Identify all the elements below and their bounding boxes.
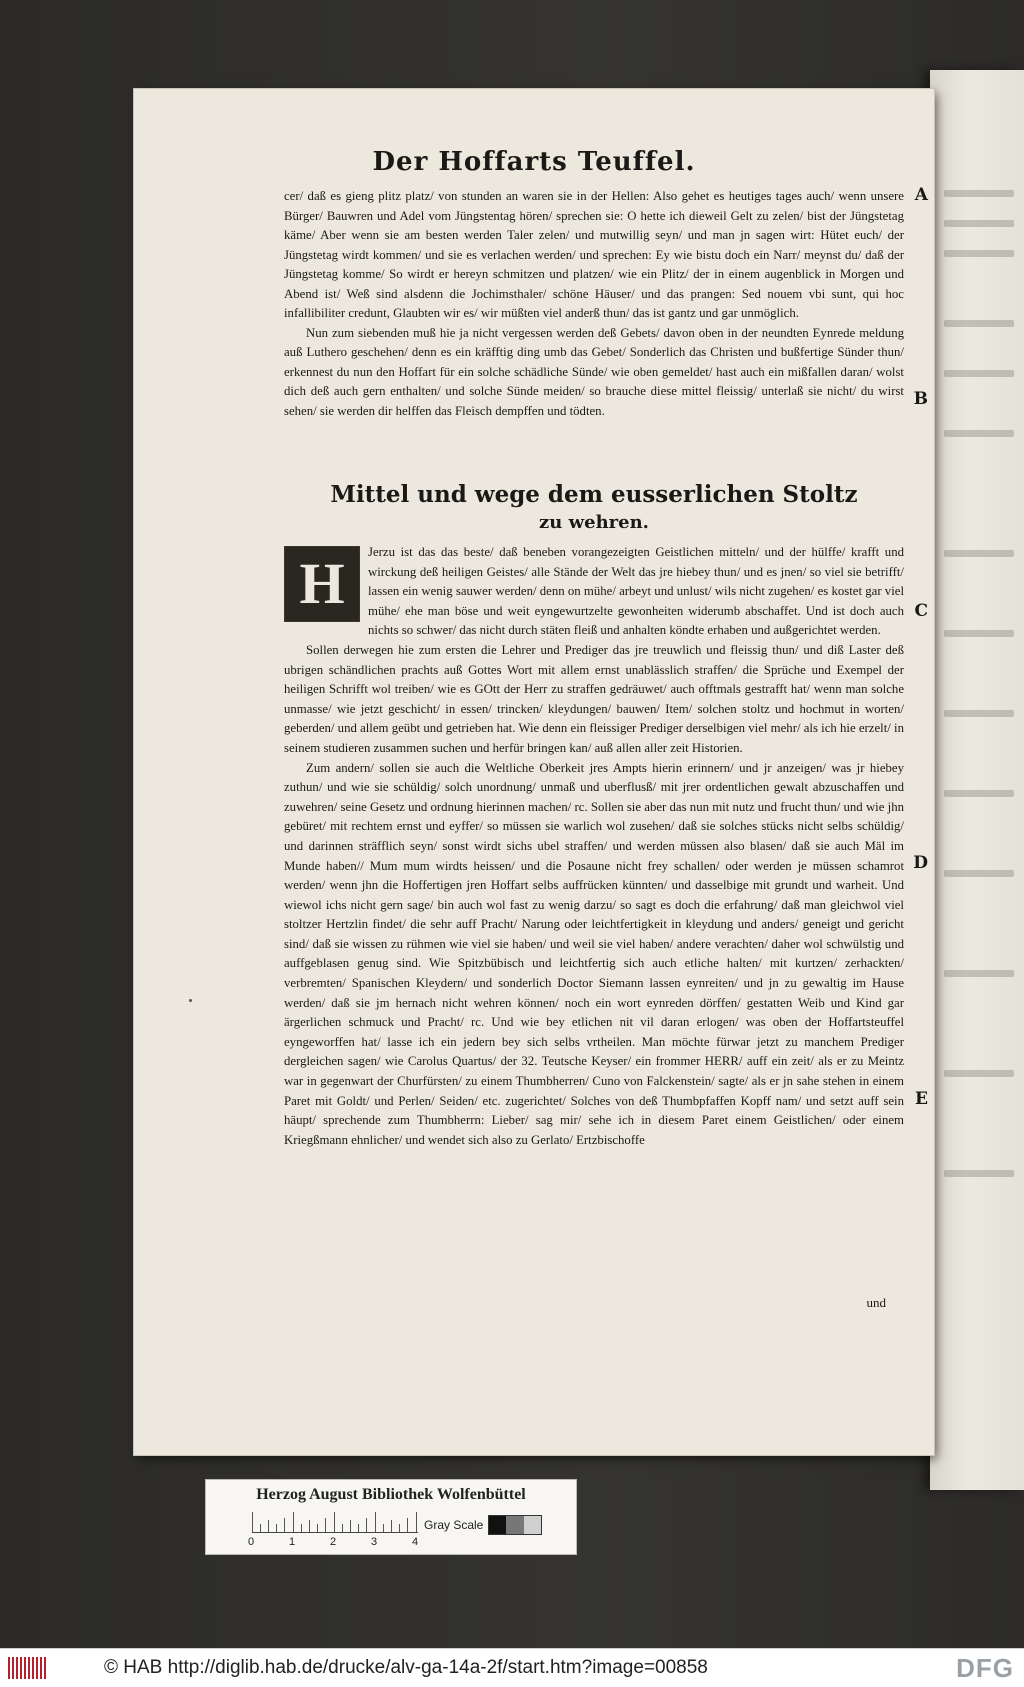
- section-heading: [284, 481, 904, 537]
- scale-number: 2: [330, 1536, 337, 1548]
- scale-number: 1: [289, 1536, 296, 1548]
- gray-scale-label: Gray Scale: [424, 1518, 484, 1532]
- text-block-top: [284, 187, 904, 421]
- swatch-dark: [489, 1516, 506, 1534]
- text-block-main: [284, 543, 904, 1150]
- scale-number: 4: [412, 1536, 419, 1548]
- book-page: [134, 89, 934, 1455]
- section-heading-line-2: zu wehren.: [539, 512, 649, 533]
- running-head: Der Hoffarts Teuffel.: [372, 147, 696, 177]
- decorated-initial: H: [284, 546, 360, 622]
- facing-page-edge: [930, 70, 1024, 1490]
- paragraph: [284, 543, 904, 641]
- section-heading-line-1: Mittel und wege dem eusserlichen Stoltz: [330, 481, 858, 508]
- barcode-icon: [8, 1657, 46, 1679]
- margin-marker-b: B: [913, 389, 928, 409]
- footer-bar: [0, 1648, 1024, 1687]
- paragraph: Nun zum siebenden muß hie ja nicht vergessen werden deß Gebets/ davon oben in der neundten Eynrede meldung auß Luthero geschehen/ denn es ein kräfftig ding umb das Gebet/ Sonderlich das Christen und bußfertige Sünder thun/ erkennest du nun den Hoffart für ein solche schädliche Sünde/ wie oben gemeldet/ hast auch ein mißfallen daran/ wolst dich deß auch gern enthalten/ und solche Sünde meiden/ so brauche diese mittel fleissig/ unterlaß sie nicht/ du wirst sehen/ sie werden dir helffen das Fleisch dempffen und tödten.: [284, 325, 904, 418]
- paragraph-text: Jerzu ist das das beste/ daß beneben vorangezeigten Geistlichen mitteln/ und der hülffe/ krafft und wirckung deß heiligen Geistes/ alle Stände der Welt das jre hiebey thun/ und es jnen/ so viel sie betrifft/ lassen ein wenig sauwer werden/ denn on mühe/ arbeyt und unlust/ wils nicht zugehen/ es kostet gar viel mühe/ ehe man böse und weit eyngewurtzelte gewonheiten widerumb abschaffet. Und ist doch auch nichts so schwer/ das nicht durch stäten fleiß und anhalten köndte erhaben und außgerichtet werden.: [368, 545, 904, 638]
- swatch-light: [524, 1516, 541, 1534]
- margin-marker-e: E: [915, 1089, 928, 1109]
- ruler-icon: [252, 1512, 418, 1533]
- margin-marker-a: A: [914, 185, 928, 205]
- margin-marker-d: D: [913, 853, 928, 873]
- color-calibration-bar: [206, 1480, 576, 1554]
- paper-speck: [189, 999, 192, 1002]
- swatch-mid: [506, 1516, 523, 1534]
- copyright-url[interactable]: © HAB http://diglib.hab.de/drucke/alv-ga-14a-2f/start.htm?image=00858: [104, 1657, 708, 1678]
- scale-number: 3: [371, 1536, 378, 1548]
- scale-number: 0: [248, 1536, 255, 1548]
- paragraph: Sollen derwegen hie zum ersten die Lehrer und Prediger das jre treuwlich und fleissig thun/ und diß Laster deß ubrigen schändlichen prachts auß Gottes Wort mit allem ernst unablässlich straffen/ die Sprüche und Exempel der heiligen Schrifft wol treiben/ wie es GOtt der Herr zu straffen gedräuwet/ auch offtmals gestrafft hat/ wenn man solche unmasse/ wie jetzt geschicht/ in essen/ trincken/ kleydungen/ bauwen/ Item/ solchen stoltz und hochmut in worten/ geberden/ und allem geübt und getrieben hat. Wie denn ein fleissiger Prediger derselbigen viel mehr/ als ich hie erzelt/ in seinem studieren zusammen suchen und herfür bringen kan/ auß allen aller zeit Historien.: [284, 642, 904, 755]
- catchword: und: [866, 1295, 886, 1310]
- dfg-logo: DFG: [956, 1653, 1014, 1683]
- margin-marker-c: C: [914, 601, 928, 621]
- gray-swatches: [488, 1515, 542, 1535]
- paragraph: Zum andern/ sollen sie auch die Weltliche Oberkeit jres Ampts hierin erinnern/ und jr anzeigen/ was jr hiebey zuthun/ und wie sie schüldig/ solch unordnung/ unmaß und uberflusß/ mit jrer ordentlichen gewalt abzuschaffen und zuwehren/ seine Gesetz und ordnung hierinnen machen/ rc. Sollen sie aber das nun mit nutz und frucht thun/ und wie jhn gebüret/ mit rechtem ernst und eyffer/ so müssen sie warlich wol zusehen/ daß sie solches stücks nicht selbs schüldig/ und darinnen sträfflich seyn/ sonst wirdt sichs ubel straffen/ und werden müssen also blasen/ daß sie auch Mäl im Munde haben// Mum mum wirdts heissen/ und die Posaune nicht frey schallen/ oder werden je müssen schamrot werden/ wenn jhn die Hoffertigen jren Hoffart selbs auffrücken künnten/ und dasselbige mit grundt und warheit. Und wiewol ichs nicht gern sage/ bin auch wol fast zu wenig darzu/ so sagt es doch die erfahrung/ daß man gleichwol viel stoltzer Hertzlin findet/ die sehr auff Pracht/ Narung oder leichtfertigkeit in kleydung und anders/ geneigt und gericht sind/ daß sie wissen zu rühmen wie viel sie haben/ und weil sie viel haben/ andere verachten/ daher wol schwülstig und auffgeblasen genug sind. Wie Spitzbübisch und leichtfertig sich auch etliche halten/ mit kurtzen/ zerhackten/ verbremten/ Spanischen Kleydern/ und sonderlich Doctor Siemann lassen eynreiten/ und jn zu gewaltig im Hause werden/ daß sie jm hernach nicht wehren können/ noch ein wort eynreden dörffen/ gestatten Weib und Kind gar ärgerlichen schmuck und Pracht/ rc. Und wie bey etlichen nit vil daran erlogen/ was oben der Hoffartsteuffel eyngeworffen hat/ lasse ich ein jedern bey sich selbs vrtheilen. Man möchte fürwar jetzt zu manchem Prediger dergleichen sagen/ wie Carolus Quartus/ der 32. Teutsche Keyser/ ein frommer HERR/ auff ein zeit/ als er zu Meintz war in gegenwart der Churfürsten/ zu einem Thumbherren/ Cuno von Falckenstein/ sagte/ als er jn sahe stehen in einem Paret mit Goldt/ und Perlen/ Seiden/ etc. zugerichtet/ Solches von deß Thumbpfaffen Kopff nam/ und setzt auff sein häupt/ sprechende zum Thumbherrn: Lieber/ sag mir/ sehe ich in diesem Paret einem Geistlichen/ oder einem Kriegßmann ehnlicher/ und wendet sich also zu Gerlato/ Ertzbischoffe: [284, 760, 904, 1147]
- paragraph: cer/ daß es gieng plitz platz/ von stunden an waren sie in der Hellen: Also gehet es heutiges tages auch/ wenn unsere Bürger/ Bauwren und Adel vom Jüngstentag hören/ sprechen sie: O hette ich dieweil Gelt zu zelen/ bist der Jüngstetag käme/ Aber wenn sie am besten werden Taler zelen/ und mutwillig seyn/ und man jn sagen wirt: Hütet euch/ der Jüngstetag wirdt kommen/ und sie es verlachen werden/ und sprechen: Ey wie bistu doch ein Narr/ meynst du/ daß der Jüngstetag komme/ So wirdt er hereyn schmitzen und platzen/ wie ein Plitz/ der in einem augenblick in Morgen und Abend ist/ Weß sind alsdenn die Jochimsthaler/ schöne Häuser/ und das prangen: Sed nouem vbi sunt, qui hoc infallibiliter credunt, Glaubten wir es/ wir müßten viel anderß thun/ das ist gantz und gar unmöglich.: [284, 189, 904, 320]
- library-name: Herzog August Bibliothek Wolfenbüttel: [256, 1486, 526, 1503]
